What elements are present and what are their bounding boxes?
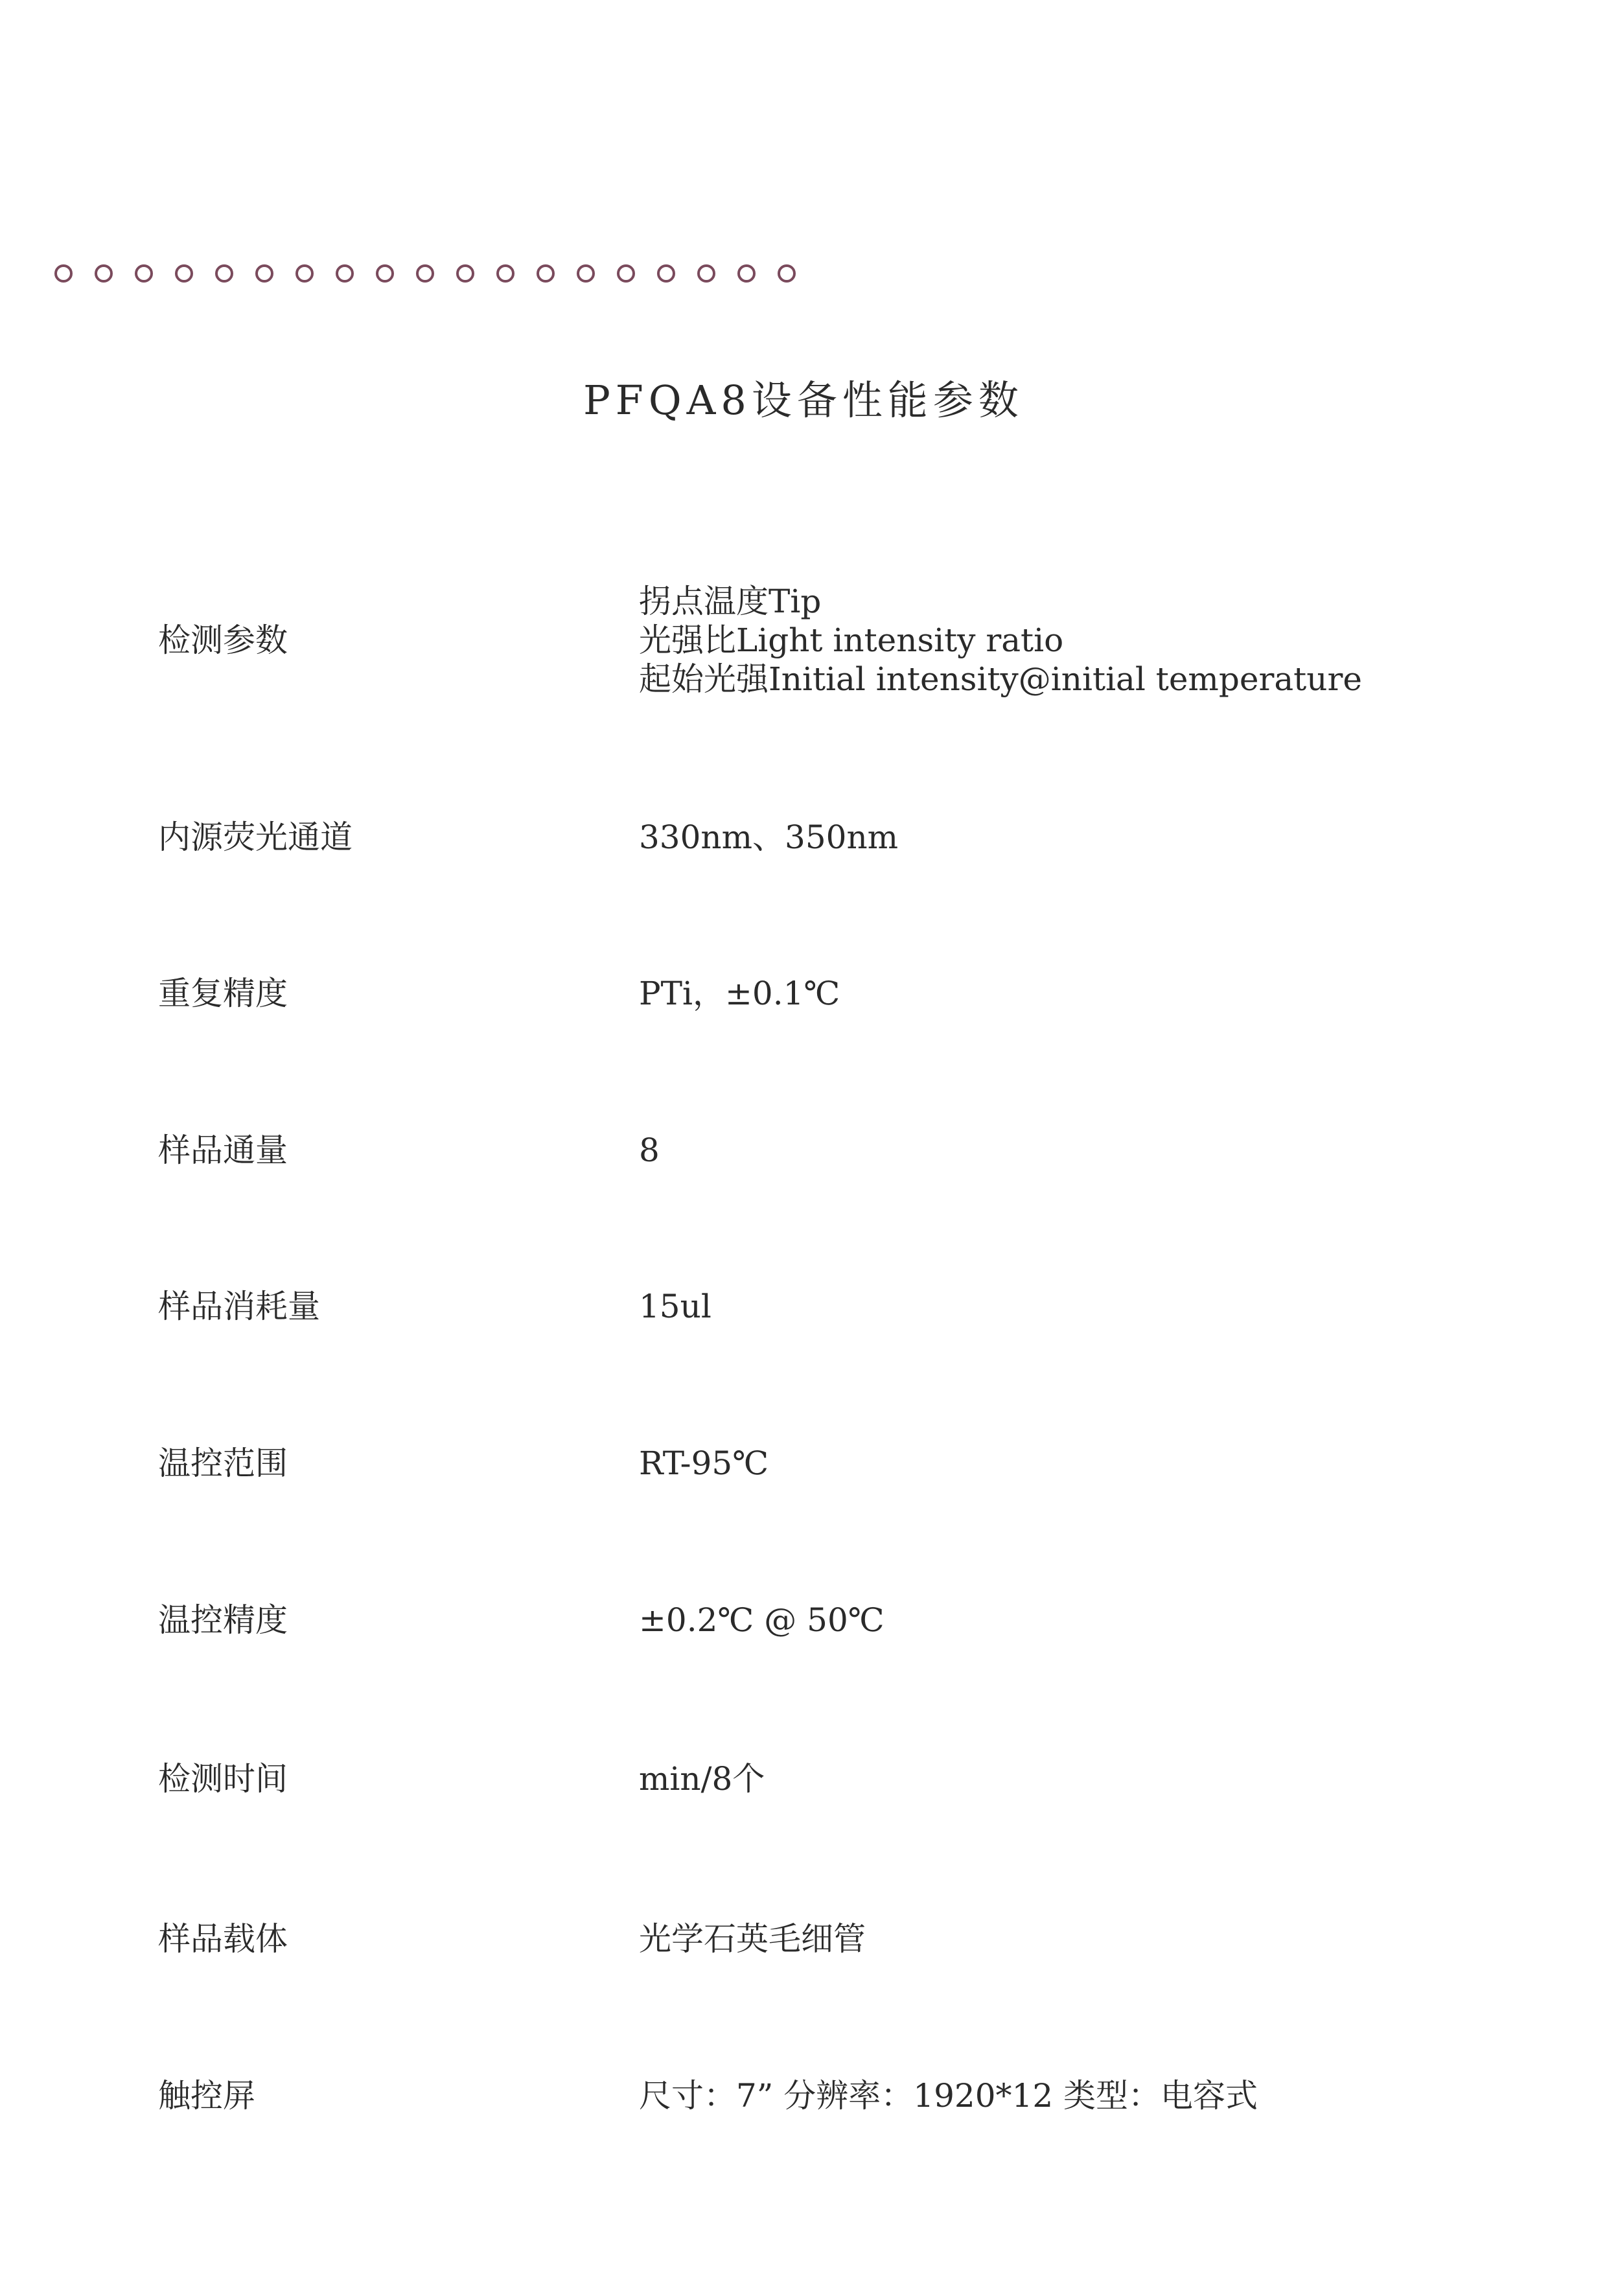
spec-value-line: RT-95℃	[639, 1444, 769, 1482]
circle-ornament-icon	[215, 264, 233, 283]
spec-value-line: ±0.2℃ @ 50℃	[639, 1601, 884, 1639]
spec-value	[639, 974, 1454, 1013]
circle-ornament-icon	[496, 264, 514, 283]
spec-value-line: 15ul	[639, 1288, 711, 1325]
circle-ornament-icon	[537, 264, 555, 283]
spec-value	[639, 1601, 1454, 1640]
circle-ornament-icon	[95, 264, 113, 283]
spec-row	[158, 1601, 1454, 1640]
spec-value-line: min/8个	[639, 1760, 765, 1798]
circle-ornament-icon	[336, 264, 354, 283]
circle-ornament-icon	[617, 264, 635, 283]
spec-row	[158, 582, 1454, 699]
spec-value-line: PTi，±0.1℃	[639, 975, 840, 1012]
circle-ornament-icon	[54, 264, 73, 283]
spec-label: 内源荧光通道	[158, 818, 353, 856]
spec-value-line: 起始光强Initial intensity@initial temperature	[639, 660, 1362, 698]
spec-value-line: 8	[639, 1131, 660, 1169]
spec-label: 触控屏	[158, 2077, 255, 2115]
spec-value	[639, 2076, 1454, 2115]
circle-ornament-icon	[456, 264, 474, 283]
circle-ornament-icon	[255, 264, 273, 283]
spec-value	[639, 1444, 1454, 1483]
spec-row	[158, 1919, 1454, 1958]
spec-value	[639, 1131, 1454, 1170]
circle-ornament-icon	[778, 264, 796, 283]
spec-value	[639, 818, 1454, 857]
circle-ornament-icon	[737, 264, 756, 283]
page-title: PFQA8设备性能参数	[583, 377, 1024, 424]
spec-label: 检测时间	[158, 1760, 288, 1798]
spec-label: 样品消耗量	[158, 1288, 320, 1325]
spec-label: 温控精度	[158, 1601, 288, 1639]
spec-row	[158, 818, 1454, 857]
spec-row	[158, 1131, 1454, 1170]
circle-ornament-icon	[175, 264, 193, 283]
spec-value	[639, 582, 1454, 699]
circle-ornament-icon	[657, 264, 675, 283]
spec-value	[639, 1759, 1454, 1798]
spec-value	[639, 1287, 1454, 1326]
spec-label: 样品载体	[158, 1920, 288, 1958]
circle-ornament-icon	[135, 264, 153, 283]
spec-value	[639, 1919, 1454, 1958]
spec-label: 温控范围	[158, 1444, 288, 1482]
spec-row	[158, 1444, 1454, 1483]
spec-label: 样品通量	[158, 1131, 288, 1169]
decorative-dot-row	[54, 264, 796, 283]
circle-ornament-icon	[577, 264, 595, 283]
circle-ornament-icon	[416, 264, 434, 283]
spec-value-line: 光学石英毛细管	[639, 1920, 866, 1958]
spec-row	[158, 1287, 1454, 1326]
spec-row	[158, 1759, 1454, 1798]
spec-value-line: 光强比Light intensity ratio	[639, 621, 1064, 659]
spec-label: 重复精度	[158, 975, 288, 1012]
circle-ornament-icon	[295, 264, 314, 283]
spec-row	[158, 974, 1454, 1013]
spec-value-line: 拐点温度Tip	[639, 583, 822, 620]
spec-label: 检测参数	[158, 621, 288, 659]
spec-row	[158, 2076, 1454, 2115]
spec-value-line: 330nm、350nm	[639, 818, 899, 856]
circle-ornament-icon	[697, 264, 715, 283]
spec-value-line: 尺寸：7” 分辨率：1920*12 类型：电容式	[639, 2077, 1258, 2115]
circle-ornament-icon	[376, 264, 394, 283]
